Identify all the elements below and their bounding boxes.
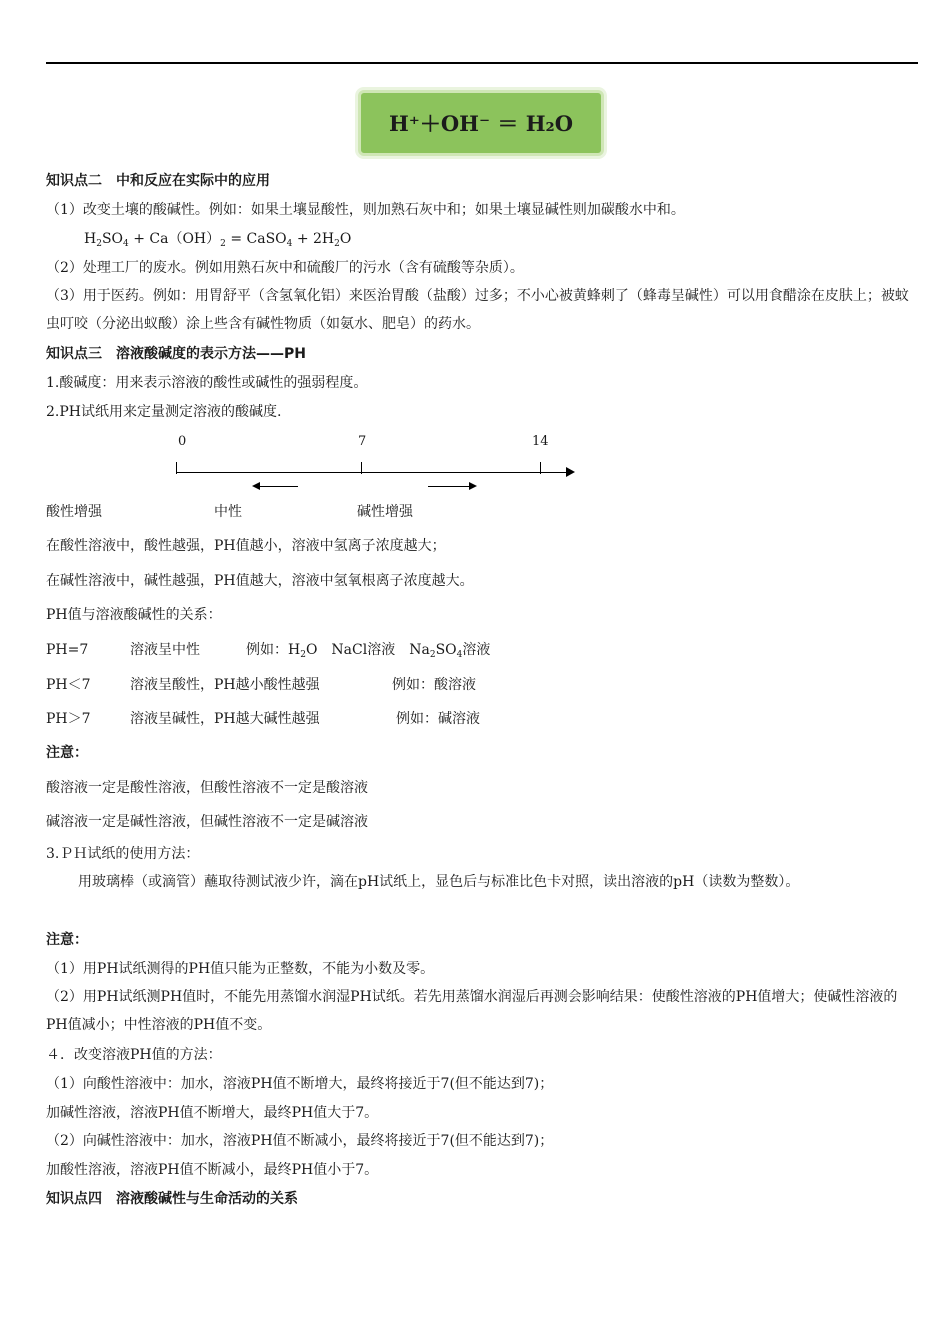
axis-arrow-icon: [566, 467, 575, 477]
scale-tick-14: 14: [532, 434, 549, 449]
arrow-right-icon: [469, 482, 477, 490]
kp2-equation: $H_2SO_4 + Ca(OH)_2$ = CaSO$_4$ + $2H_2O$: [84, 231, 352, 249]
acid-arrow: [254, 486, 298, 487]
note2-1: （1）用PH试纸测得的PH值只能为正整数，不能为小数及零。: [46, 961, 435, 977]
acid-rule: 在酸性溶液中，酸性越强，PH值越小，溶液中氢离子浓度越大；: [46, 538, 446, 554]
neutral-label: 中性: [214, 504, 242, 520]
usage-text: 用玻璃棒（或滴管）蘸取待测试液少许，滴在pH试纸上，显色后与标准比色卡对照，读出溶液的pH（读数为整数）。: [78, 874, 800, 890]
base-rule: 在碱性溶液中，碱性越强，PH值越大，溶液中氢氧根离子浓度越大。: [46, 573, 474, 589]
row-ph-lt7: PH＜7: [46, 677, 91, 693]
scale-tick-0: 0: [178, 434, 187, 449]
scale-mark-7: [361, 462, 362, 474]
kp2-item2: （2）处理工厂的废水。例如用熟石灰中和硫酸厂的污水（含有硫酸等杂质）。: [46, 260, 524, 276]
row-ph-gt7: PH＞7: [46, 711, 91, 727]
base-arrow: [428, 486, 472, 487]
kp2-title: 知识点二 中和反应在实际中的应用: [46, 173, 270, 189]
change2a: （2）向碱性溶液中：加水，溶液PH值不断减小，最终将接近于7(但不能达到7)；: [46, 1133, 554, 1149]
row-ph7-example: 例如：$H_2O$ NaCl溶液 $Na_2SO_4$溶液: [246, 642, 491, 660]
row-ph-gt7-example: 例如：碱溶液: [396, 711, 480, 727]
relation-title: PH值与溶液酸碱性的关系：: [46, 607, 222, 623]
header-rule: [46, 62, 918, 64]
base-label: 碱性增强: [357, 504, 413, 520]
row-ph-gt7-desc: 溶液呈碱性，PH越大碱性越强: [130, 711, 320, 727]
scale-tick-7: 7: [358, 434, 367, 449]
ph-scale-axis: [176, 472, 568, 473]
usage-title: 3.ＰＨ试纸的使用方法：: [46, 846, 200, 862]
row-ph-lt7-example: 例如：酸溶液: [392, 677, 476, 693]
neutralization-formula: H⁺＋OH⁻ ＝ H₂O: [388, 111, 574, 136]
change1a: （1）向酸性溶液中：加水，溶液PH值不断增大，最终将接近于7(但不能达到7)；: [46, 1076, 554, 1092]
row-ph7-desc: 溶液呈中性: [130, 642, 200, 658]
note2: 碱溶液一定是碱性溶液，但碱性溶液不一定是碱溶液: [46, 814, 368, 830]
note2-title: 注意：: [46, 932, 88, 948]
change-title: ４．改变溶液PH值的方法：: [46, 1047, 222, 1063]
kp3-def2: 2.PH试纸用来定量测定溶液的酸碱度.: [46, 404, 282, 420]
acid-label: 酸性增强: [46, 504, 102, 520]
kp4-title: 知识点四 溶液酸碱性与生命活动的关系: [46, 1191, 298, 1207]
row-ph-lt7-desc: 溶液呈酸性，PH越小酸性越强: [130, 677, 320, 693]
formula-image: [358, 90, 604, 156]
kp3-def1: 1.酸碱度：用来表示溶液的酸性或碱性的强弱程度。: [46, 375, 368, 391]
kp3-title: 知识点三 溶液酸碱度的表示方法——PH: [46, 346, 306, 362]
note2-2: （2）用PH试纸测PH值时，不能先用蒸馏水润湿PH试纸。若先用蒸馏水润湿后再测会影响结果：使酸性溶液的PH值增大；使碱性溶液的PH值减小；中性溶液的PH值不变。: [46, 989, 898, 1033]
change2b: 加酸性溶液，溶液PH值不断减小，最终PH值小于7。: [46, 1162, 379, 1178]
note-title: 注意：: [46, 745, 88, 761]
note1: 酸溶液一定是酸性溶液，但酸性溶液不一定是酸溶液: [46, 780, 368, 796]
scale-mark-14: [540, 462, 541, 474]
row-ph7: PH=7: [46, 642, 89, 658]
scale-mark-0: [176, 462, 177, 474]
change1b: 加碱性溶液，溶液PH值不断增大，最终PH值大于7。: [46, 1105, 379, 1121]
kp2-item1: （1）改变土壤的酸碱性。例如：如果土壤显酸性，则加熟石灰中和；如果土壤显碱性则加碳酸水中和。: [46, 202, 685, 218]
arrow-left-icon: [252, 482, 260, 490]
kp2-item3: （3）用于医药。例如：用胃舒平（含氢氧化铝）来医治胃酸（盐酸）过多；不小心被黄蜂刺了（蜂毒呈碱性）可以用食醋涂在皮肤上；被蚊虫叮咬（分泌出蚁酸）涂上些含有碱性物质（如氨水、肥皂）的药水。: [46, 288, 909, 332]
